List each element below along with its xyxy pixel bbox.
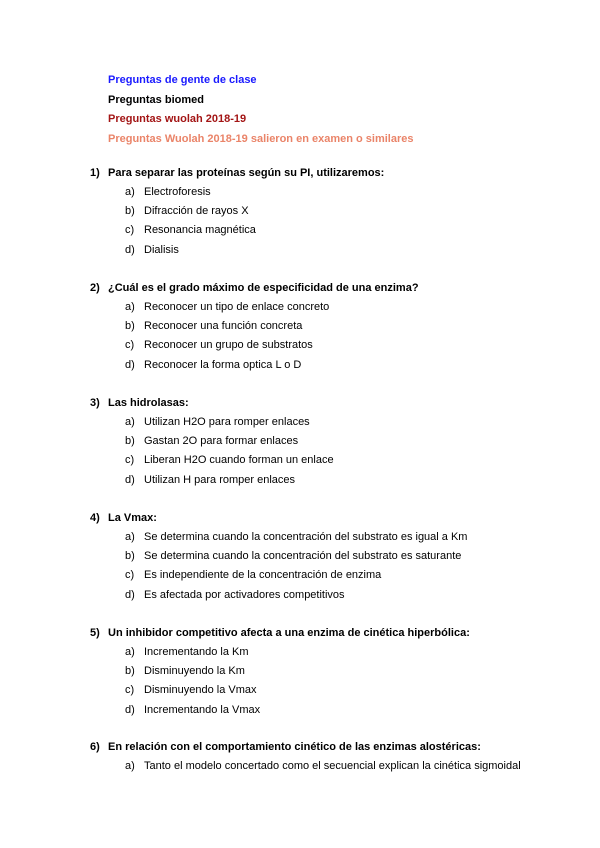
option-letter: c) (125, 684, 135, 697)
option-text: Difracción de rayos X (144, 205, 249, 218)
question-number: 4) (90, 512, 100, 524)
question-5 (0, 627, 600, 723)
option-text: Utilizan H2O para romper enlaces (144, 416, 310, 428)
option-list (0, 760, 600, 779)
question-3 (0, 397, 600, 493)
question-number: 2) (90, 282, 100, 294)
option-list (0, 301, 600, 378)
option-text: Se determina cuando la concentración del substrato es igual a Km (144, 531, 468, 543)
question-number: 1) (90, 167, 100, 179)
question-header (0, 397, 600, 414)
option-list (0, 531, 600, 608)
option-letter: b) (125, 320, 135, 333)
option-letter: c) (125, 569, 135, 582)
option-letter: a) (125, 531, 135, 543)
option-a (0, 531, 600, 550)
question-header (0, 512, 600, 529)
question-number: 5) (90, 627, 100, 639)
option-letter: d) (125, 358, 135, 371)
question-number: 3) (90, 397, 100, 409)
option-text: Reconocer un grupo de substratos (144, 339, 313, 352)
option-c (0, 569, 600, 588)
option-letter: d) (125, 588, 135, 601)
legend-item-biomed: Preguntas biomed (108, 93, 204, 106)
option-b (0, 665, 600, 684)
option-a (0, 301, 600, 320)
option-list (0, 416, 600, 493)
legend-item-wuolah: Preguntas wuolah 2018-19 (108, 113, 247, 125)
question-header (0, 741, 600, 758)
option-letter: a) (125, 646, 135, 658)
option-text: Se determina cuando la concentración del substrato es saturante (144, 550, 462, 563)
option-text: Dialisis (144, 243, 179, 256)
option-a (0, 186, 600, 205)
option-letter: a) (125, 416, 135, 428)
option-text: Disminuyendo la Km (144, 665, 245, 678)
question-6 (0, 741, 600, 779)
color-legend (108, 71, 413, 149)
question-header (0, 282, 600, 299)
option-list (0, 186, 600, 263)
option-text: Es independiente de la concentración de enzima (144, 569, 382, 582)
option-letter: d) (125, 243, 135, 256)
option-b (0, 205, 600, 224)
option-d (0, 244, 600, 263)
question-1 (0, 167, 600, 263)
question-text: Un inhibidor competitivo afecta a una enzima de cinética hiperbólica: (108, 627, 470, 639)
option-text: Resonancia magnética (144, 224, 256, 237)
option-a (0, 760, 600, 779)
option-text: Reconocer la forma optica L o D (144, 358, 302, 371)
question-text: Para separar las proteínas según su PI, utilizaremos: (108, 167, 385, 179)
option-c (0, 339, 600, 358)
option-letter: b) (125, 435, 135, 448)
option-text: Incrementando la Km (144, 646, 249, 658)
option-b (0, 435, 600, 454)
option-d (0, 474, 600, 493)
option-d (0, 704, 600, 723)
option-text: Tanto el modelo concertado como el secuencial explican la cinética sigmoidal (144, 760, 521, 772)
option-b (0, 550, 600, 569)
question-number: 6) (90, 741, 100, 753)
option-list (0, 646, 600, 723)
option-text: Es afectada por activadores competitivos (144, 588, 345, 601)
option-text: Gastan 2O para formar enlaces (144, 435, 299, 448)
option-letter: c) (125, 224, 135, 237)
question-text: En relación con el comportamiento cinético de las enzimas alostéricas: (108, 741, 481, 753)
option-b (0, 320, 600, 339)
question-4 (0, 512, 600, 608)
option-text: Utilizan H para romper enlaces (144, 473, 296, 486)
option-letter: a) (125, 301, 135, 313)
option-letter: a) (125, 760, 135, 772)
option-text: Reconocer un tipo de enlace concreto (144, 301, 330, 313)
option-letter: c) (125, 339, 135, 352)
option-letter: b) (125, 205, 135, 218)
legend-item-class: Preguntas de gente de clase (108, 74, 257, 86)
option-c (0, 684, 600, 703)
option-text: Incrementando la Vmax (144, 703, 261, 716)
option-d (0, 359, 600, 378)
option-c (0, 224, 600, 243)
option-d (0, 589, 600, 608)
question-header (0, 167, 600, 184)
legend-item-wuolah-exam: Preguntas Wuolah 2018-19 salieron en examen o similares (108, 132, 414, 145)
option-letter: b) (125, 550, 135, 563)
option-letter: a) (125, 186, 135, 198)
option-text: Electroforesis (144, 186, 211, 198)
option-letter: d) (125, 703, 135, 716)
option-a (0, 416, 600, 435)
question-text: La Vmax: (108, 512, 157, 524)
question-header (0, 627, 600, 644)
option-c (0, 454, 600, 473)
option-text: Liberan H2O cuando forman un enlace (144, 454, 334, 467)
option-letter: d) (125, 473, 135, 486)
option-a (0, 646, 600, 665)
option-text: Disminuyendo la Vmax (144, 684, 257, 697)
option-letter: b) (125, 665, 135, 678)
option-letter: c) (125, 454, 135, 467)
question-text: Las hidrolasas: (108, 397, 189, 409)
question-2 (0, 282, 600, 378)
question-text: ¿Cuál es el grado máximo de especificidad de una enzima? (108, 282, 419, 294)
option-text: Reconocer una función concreta (144, 320, 303, 333)
